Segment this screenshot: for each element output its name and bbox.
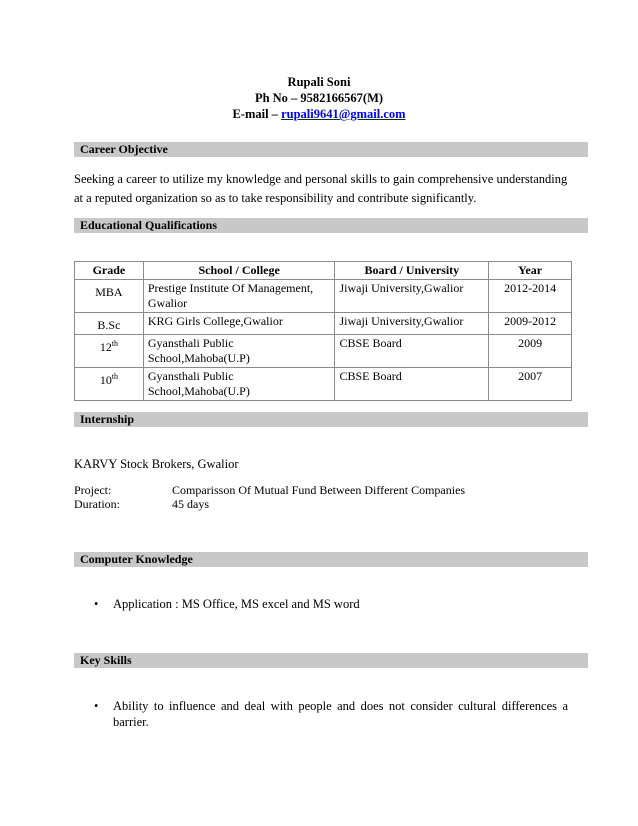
resume-header (0, 74, 638, 122)
board-cell: Jiwaji University,Gwalior (335, 313, 489, 335)
table-row (75, 335, 572, 368)
email-label: E-mail – (232, 107, 282, 121)
year-cell: 2012-2014 (489, 280, 572, 313)
candidate-name: Rupali Soni (287, 75, 351, 89)
career-objective-line: Seeking a career to utilize my knowledge and personal skills to gain comprehensive understanding (74, 172, 568, 186)
education-table (74, 261, 572, 401)
key-skill-text: Ability to influence and deal with people and does not consider cultural differences a barrier. (113, 699, 568, 729)
grade-cell: B.Sc (75, 313, 144, 335)
bullet-icon: • (94, 597, 99, 611)
column-header: Board / University (335, 262, 489, 280)
board-cell: Jiwaji University,Gwalior (335, 280, 489, 313)
career-objective-text (74, 170, 574, 208)
section-computer-knowledge: Computer Knowledge (74, 552, 588, 567)
computer-knowledge-text: Application : MS Office, MS excel and MS word (113, 597, 360, 611)
career-objective-line: at a reputed organization so as to take responsibility and contribute significantly. (74, 191, 477, 205)
column-header: School / College (143, 262, 335, 280)
board-cell: CBSE Board (335, 335, 489, 368)
column-header: Grade (75, 262, 144, 280)
year-cell: 2009-2012 (489, 313, 572, 335)
internship-duration (74, 497, 209, 512)
table-row (75, 313, 572, 335)
section-education: Educational Qualifications (74, 218, 588, 233)
internship-company: KARVY Stock Brokers, Gwalior (74, 457, 239, 471)
duration-label: Duration: (74, 497, 120, 511)
internship-project (74, 483, 465, 498)
section-internship: Internship (74, 412, 588, 427)
school-cell: Gyansthali Public School,Mahoba(U.P) (143, 368, 335, 401)
school-cell: Gyansthali Public School,Mahoba(U.P) (143, 335, 335, 368)
grade-cell: 10th (75, 368, 144, 401)
project-label: Project: (74, 483, 112, 497)
duration-value: 45 days (172, 497, 209, 511)
bullet-icon: • (94, 699, 99, 713)
school-cell: Prestige Institute Of Management, Gwalior (143, 280, 335, 313)
section-career-objective: Career Objective (74, 142, 588, 157)
year-cell: 2009 (489, 335, 572, 368)
table-row (75, 280, 572, 313)
year-cell: 2007 (489, 368, 572, 401)
grade-cell: MBA (75, 280, 144, 313)
school-cell: KRG Girls College,Gwalior (143, 313, 335, 335)
section-key-skills: Key Skills (74, 653, 588, 668)
board-cell: CBSE Board (335, 368, 489, 401)
phone-number: Ph No – 9582166567(M) (254, 91, 384, 105)
email-link[interactable]: rupali9641@gmail.com (281, 107, 406, 121)
column-header: Year (489, 262, 572, 280)
grade-cell: 12th (75, 335, 144, 368)
email-line (0, 106, 638, 122)
table-header-row (75, 262, 572, 280)
table-row (75, 368, 572, 401)
project-value: Comparisson Of Mutual Fund Between Different Companies (172, 483, 466, 497)
